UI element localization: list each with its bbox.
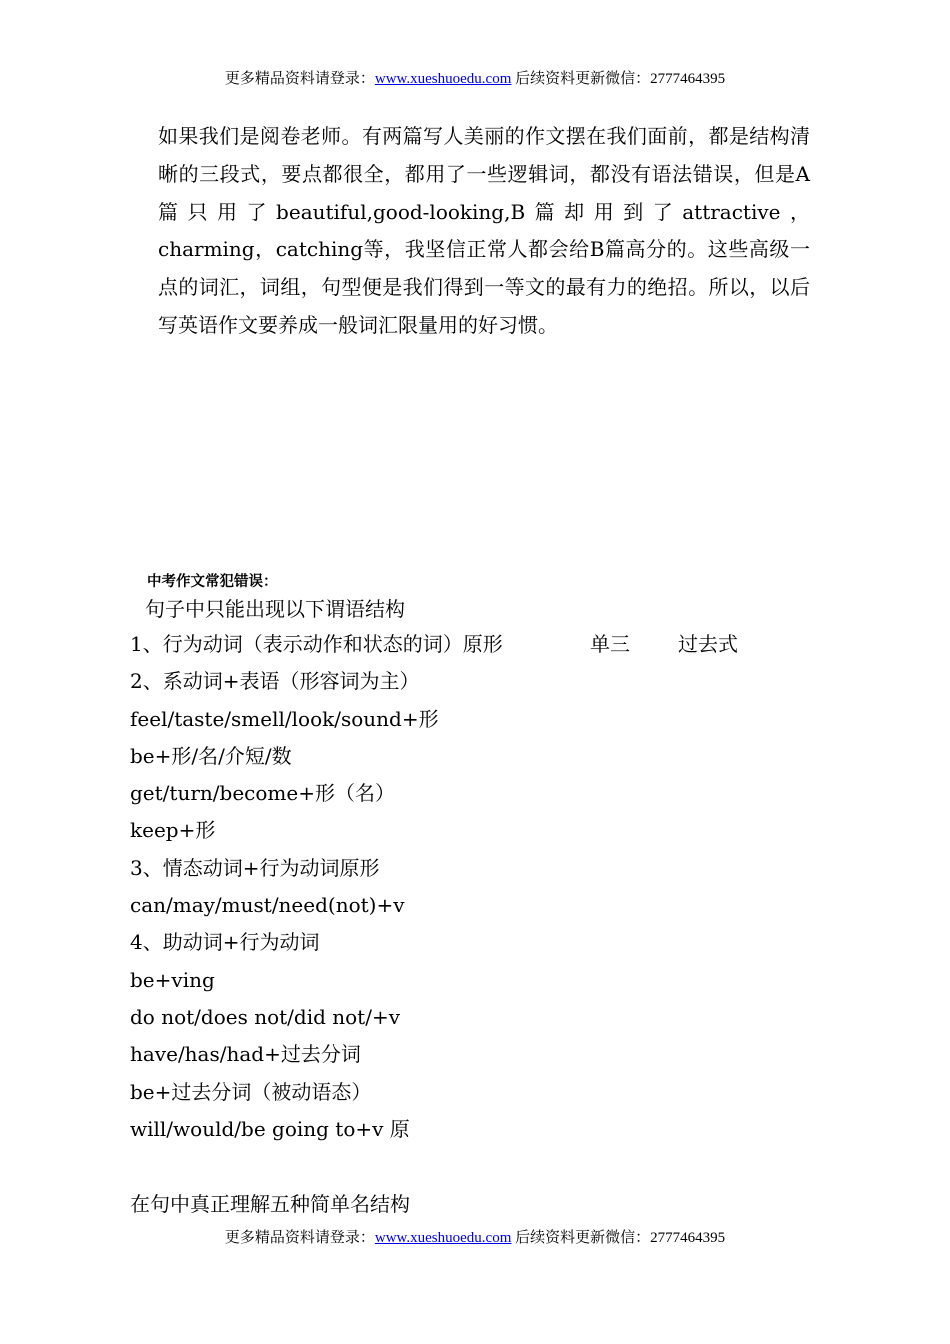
- predicate-structure-list: [130, 626, 830, 1148]
- list-item-col2: 单三: [590, 632, 630, 656]
- list-item: 2、系动词+表语（形容词为主）: [130, 669, 420, 694]
- list-item: be+ving: [130, 967, 215, 992]
- list-item: can/may/must/need(not)+v: [130, 893, 405, 918]
- intro-paragraph: 如果我们是阅卷老师。有两篇写人美丽的作文摆在我们面前，都是结构清晰的三段式，要点都很全，都用了一些逻辑词，都没有语法错误，但是A篇只用了beautiful,good-looking,B篇却用到了attractive，charming，catching等，我坚信正常人都会给B篇高分的。这些高级一点的词汇，词组，句型便是我们得到一等文的最有力的绝招。所以，以后写英语作文要养成一般词汇限量用的好习惯。: [158, 124, 810, 337]
- list-item: will/would/be going to+v 原: [130, 1116, 410, 1141]
- footer-suffix: 后续资料更新微信：2777464395: [511, 1230, 726, 1246]
- list-item: be+过去分词（被动语态）: [130, 1079, 372, 1104]
- header-suffix: 后续资料更新微信：2777464395: [511, 71, 726, 87]
- closing-line: 在句中真正理解五种简单名结构: [130, 1192, 410, 1216]
- list-item: have/has/had+过去分词: [130, 1042, 361, 1067]
- list-item: [130, 626, 830, 663]
- section-lead: 句子中只能出现以下谓语结构: [145, 597, 405, 621]
- list-item: be+形/名/介短/数: [130, 743, 292, 768]
- list-item-text: 1、行为动词（表示动作和状态的词）原形: [130, 632, 503, 656]
- list-item: keep+形: [130, 818, 216, 843]
- list-item: feel/taste/smell/look/sound+形: [130, 706, 439, 731]
- header-prefix: 更多精品资料请登录：: [224, 71, 375, 87]
- list-item: get/turn/become+形（名）: [130, 781, 395, 806]
- page-header: [0, 67, 950, 88]
- section-title: 中考作文常犯错误：: [147, 574, 278, 590]
- intro-paragraph-block: [158, 118, 810, 345]
- list-item: 4、助动词+行为动词: [130, 930, 320, 955]
- page-footer: [0, 1226, 950, 1247]
- list-item-col3: 过去式: [678, 632, 738, 656]
- footer-link[interactable]: www.xueshuoedu.com: [374, 1230, 512, 1246]
- list-item: do not/does not/did not/+v: [130, 1004, 401, 1029]
- list-item: 3、情态动词+行为动词原形: [130, 855, 380, 880]
- footer-prefix: 更多精品资料请登录：: [224, 1230, 375, 1246]
- header-link[interactable]: www.xueshuoedu.com: [374, 71, 512, 87]
